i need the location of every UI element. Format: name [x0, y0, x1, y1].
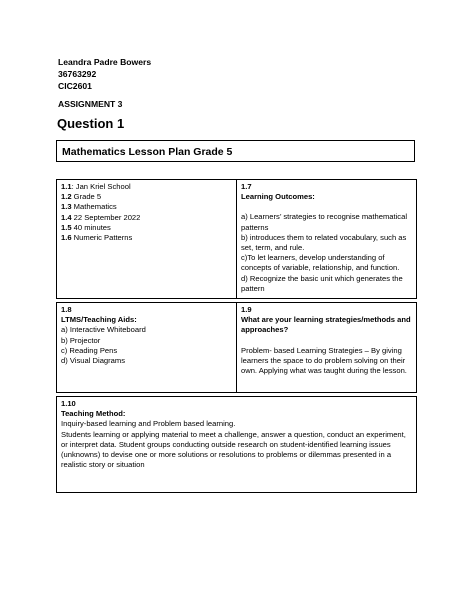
question-heading: Question 1: [57, 116, 125, 131]
section-number: 1.8: [61, 305, 72, 314]
detail-line: 1.4 22 September 2022: [61, 212, 141, 222]
student-name: Leandra Padre Bowers: [58, 57, 152, 67]
cell-teaching-method: [56, 396, 417, 493]
aid-item: a) Interactive Whiteboard: [61, 325, 146, 335]
lesson-plan-title-box: [56, 140, 415, 162]
detail-line: 1.5 40 minutes: [61, 222, 111, 232]
outcome-c: c)To let learners, develop understanding of concepts of variable, relationship, and function.: [241, 253, 400, 273]
detail-line: 1.2 Grade 5: [61, 192, 102, 202]
outcome-b: b) introduces them to related vocabulary, such as set, term, and rule.: [241, 232, 407, 253]
lesson-plan-title: Mathematics Lesson Plan Grade 5: [62, 146, 233, 158]
aid-item: d) Visual Diagrams: [61, 356, 126, 366]
teaching-method-line2: Students learning or applying material to meet a challenge, answer a question, conduct an experiment, or interpret data. Student groups conducting outside research on student-identified learning issues (unknowns) to devise one or more solutions or resolutions to problems or dilemmas presented in a realistic story or situation: [61, 429, 406, 470]
section-number: 1.7: [241, 182, 252, 191]
detail-line: 1.1: Jan Kriel School: [61, 182, 131, 191]
teaching-method-line1: Inquiry-based learning and Problem based learning.: [61, 419, 236, 429]
detail-line: 1.3 Mathematics: [61, 202, 117, 212]
aid-item: b) Projector: [61, 335, 101, 345]
assignment-label: ASSIGNMENT 3: [58, 99, 123, 109]
learning-strategies-body: Problem- based Learning Strategies – By giving learners the space to do problem solving on their own. Applying what was taught during the lesson.: [241, 345, 407, 376]
cell-learning-outcomes: [236, 179, 417, 299]
outcome-a: a) Learners’ strategies to recognise mathematical patterns: [241, 212, 408, 232]
teaching-aids-heading: LTMS/Teaching Aids:: [61, 315, 137, 325]
detail-line: 1.6 Numeric Patterns: [61, 233, 133, 243]
section-number: 1.9: [241, 305, 252, 314]
section-number: 1.10: [61, 399, 76, 408]
cell-teaching-aids: [56, 302, 237, 393]
learning-outcomes-heading: Learning Outcomes:: [241, 192, 315, 202]
teaching-method-heading: Teaching Method:: [61, 409, 126, 419]
aid-item: c) Reading Pens: [61, 345, 118, 355]
student-number: 36763292: [58, 69, 97, 79]
outcome-d: d) Recognize the basic unit which generates the pattern: [241, 273, 403, 293]
cell-lesson-details: [56, 179, 237, 299]
cell-learning-strategies: [236, 302, 417, 393]
module-code: CIC2601: [58, 81, 92, 91]
learning-strategies-heading: What are your learning strategies/methods and approaches?: [241, 315, 411, 335]
